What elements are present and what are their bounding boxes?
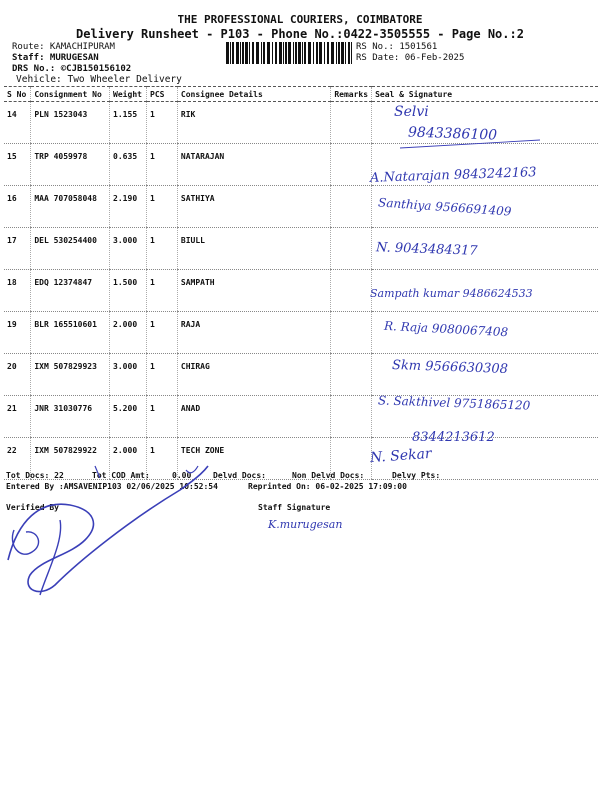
cell-remarks — [331, 102, 372, 144]
cell-consignee: TECH ZONE — [177, 438, 330, 480]
cell-pcs: 1 — [147, 312, 178, 354]
vehicle-label: Vehicle: Two Wheeler Delivery — [16, 74, 182, 85]
handwritten-phone: 8344213612 — [412, 430, 495, 445]
cell-weight: 2.000 — [110, 438, 147, 480]
cell-weight: 3.000 — [110, 228, 147, 270]
barcode-bar — [327, 42, 329, 64]
barcode-bar — [308, 42, 311, 64]
cell-consignee: CHIRAG — [177, 354, 330, 396]
route-label: Route: KAMACHIPURAM — [12, 42, 115, 52]
cell-remarks — [331, 228, 372, 270]
cell-sno: 19 — [4, 312, 31, 354]
cell-consignment: JNR 31030776 — [31, 396, 110, 438]
cell-remarks — [331, 354, 372, 396]
table-row — [4, 312, 598, 354]
table-row — [4, 228, 598, 270]
cell-weight: 1.155 — [110, 102, 147, 144]
barcode-bar — [242, 42, 244, 64]
cell-consignment: EDQ 12374847 — [31, 270, 110, 312]
barcode-bar — [279, 42, 282, 64]
cell-sno: 17 — [4, 228, 31, 270]
barcode-bar — [272, 42, 273, 64]
cell-remarks — [331, 144, 372, 186]
cell-remarks — [331, 270, 372, 312]
rs-date: RS Date: 06-Feb-2025 — [356, 53, 465, 63]
cell-consignee: RIK — [177, 102, 330, 144]
cell-consignee: NATARAJAN — [177, 144, 330, 186]
col-weight: Weight — [110, 87, 147, 102]
cell-remarks — [331, 186, 372, 228]
table-row — [4, 102, 598, 144]
barcode-bar — [249, 42, 250, 64]
cell-weight: 2.000 — [110, 312, 147, 354]
barcode-bar — [302, 42, 303, 64]
cell-weight: 0.635 — [110, 144, 147, 186]
verifier-signature-loop — [12, 530, 38, 554]
handwritten-name-phone: S. Sakthivel 9751865120 — [377, 393, 531, 413]
staff-signature-label: Staff Signature — [258, 503, 331, 512]
cell-pcs: 1 — [147, 354, 178, 396]
total-docs: Tot Docs: 22 — [6, 471, 64, 480]
col-sno: S No — [4, 87, 31, 102]
cell-pcs: 1 — [147, 270, 178, 312]
barcode-bar — [226, 42, 229, 64]
barcode-bar — [232, 42, 234, 64]
barcode-bar — [336, 42, 337, 64]
cell-pcs: 1 — [147, 186, 178, 228]
handwritten-phone: 9843386100 — [407, 124, 498, 144]
cell-sno: 18 — [4, 270, 31, 312]
delivery-points: Delvy Pts: — [392, 471, 441, 480]
cell-sno: 15 — [4, 144, 31, 186]
handwritten-name-phone: A.Natarajan 9843242163 — [369, 165, 537, 186]
cell-weight: 1.500 — [110, 270, 147, 312]
cell-pcs: 1 — [147, 438, 178, 480]
cell-weight: 3.000 — [110, 354, 147, 396]
barcode-bar — [293, 42, 294, 64]
cell-sno: 16 — [4, 186, 31, 228]
reprinted-on: Reprinted On: 06-02-2025 17:09:00 — [248, 482, 407, 491]
delivered-docs: Delvd Docs: — [213, 471, 266, 480]
barcode-bar — [304, 42, 306, 64]
cell-sno: 21 — [4, 396, 31, 438]
handwritten-name: Selvi — [394, 104, 429, 120]
barcode — [226, 42, 352, 64]
barcode-bar — [331, 42, 334, 64]
cell-sno: 22 — [4, 438, 31, 480]
barcode-bar — [275, 42, 277, 64]
non-delivered-docs: Non Delvd Docs: — [292, 471, 365, 480]
handwritten-name: N. Sekar — [369, 445, 433, 467]
cell-weight: 2.190 — [110, 186, 147, 228]
col-pcs: PCS — [147, 87, 178, 102]
cell-sno: 20 — [4, 354, 31, 396]
barcode-bar — [263, 42, 265, 64]
cell-consignment: PLN 1523043 — [31, 102, 110, 144]
staff-signature-handwritten: K.murugesan — [268, 518, 343, 531]
barcode-bar — [256, 42, 259, 64]
barcode-bar — [240, 42, 241, 64]
barcode-bar — [338, 42, 340, 64]
cell-pcs: 1 — [147, 396, 178, 438]
barcode-bar — [324, 42, 325, 64]
rs-number: RS No.: 1501561 — [356, 42, 438, 52]
table-row — [4, 354, 598, 396]
barcode-bar — [252, 42, 254, 64]
cell-consignee: SAMPATH — [177, 270, 330, 312]
barcode-bar — [316, 42, 318, 64]
runsheet-table — [4, 86, 598, 480]
barcode-bar — [298, 42, 301, 64]
cell-consignment: BLR 165510601 — [31, 312, 110, 354]
cell-consignee: ANAD — [177, 396, 330, 438]
cell-consignment: TRP 4059978 — [31, 144, 110, 186]
cell-consignee: RAJA — [177, 312, 330, 354]
barcode-bar — [295, 42, 297, 64]
handwritten-name-phone: Santhiya 9566691409 — [377, 195, 512, 219]
drs-number: DRS No.: ©CJB150156102 — [12, 64, 132, 74]
cell-consignment: MAA 707058048 — [31, 186, 110, 228]
barcode-bar — [351, 42, 352, 64]
barcode-bar — [341, 42, 344, 64]
col-seal-signature: Seal & Signature — [372, 87, 598, 102]
col-remarks: Remarks — [331, 87, 372, 102]
verified-by-label: Verified By — [6, 503, 59, 512]
barcode-bar — [348, 42, 350, 64]
cell-consignee: SATHIYA — [177, 186, 330, 228]
cell-consignee: BIULL — [177, 228, 330, 270]
col-consignee: Consignee Details — [177, 87, 330, 102]
barcode-bar — [283, 42, 284, 64]
company-title: THE PROFESSIONAL COURIERS, COIMBATORE — [177, 13, 423, 26]
barcode-bar — [236, 42, 239, 64]
cell-remarks — [331, 396, 372, 438]
barcode-bar — [319, 42, 322, 64]
verifier-signature-tail — [40, 520, 61, 595]
cell-remarks — [331, 312, 372, 354]
table-header-row — [4, 87, 598, 102]
barcode-bar — [267, 42, 270, 64]
barcode-bar — [285, 42, 287, 64]
cell-weight: 5.200 — [110, 396, 147, 438]
handwritten-name-phone: Skm 9566630308 — [391, 357, 509, 378]
barcode-bar — [245, 42, 248, 64]
entered-by: Entered By :AMSAVENIP103 02/06/2025 10:52:54 — [6, 482, 218, 491]
handwritten-name-phone: R. Raja 9080067408 — [383, 318, 509, 340]
cell-pcs: 1 — [147, 228, 178, 270]
cell-consignment: IXM 507829922 — [31, 438, 110, 480]
handwritten-name-phone: Sampath kumar 9486624533 — [370, 287, 533, 300]
total-cod-value: 0.00 — [172, 471, 192, 480]
barcode-bar — [313, 42, 314, 64]
cell-consignment: DEL 530254400 — [31, 228, 110, 270]
cell-pcs: 1 — [147, 102, 178, 144]
col-consignment: Consignment No — [31, 87, 110, 102]
cell-consignment: IXM 507829923 — [31, 354, 110, 396]
cell-pcs: 1 — [147, 144, 178, 186]
staff-label: Staff: MURUGESAN — [12, 53, 99, 63]
total-cod-label: Tot COD Amt: — [92, 471, 150, 480]
barcode-bar — [345, 42, 346, 64]
handwritten-name-phone: N. 9043484317 — [375, 240, 478, 259]
barcode-bar — [288, 42, 291, 64]
barcode-bar — [261, 42, 262, 64]
runsheet-subtitle: Delivery Runsheet - P103 - Phone No.:0422-3505555 - Page No.:2 — [76, 27, 524, 41]
barcode-bar — [230, 42, 231, 64]
cell-sno: 14 — [4, 102, 31, 144]
